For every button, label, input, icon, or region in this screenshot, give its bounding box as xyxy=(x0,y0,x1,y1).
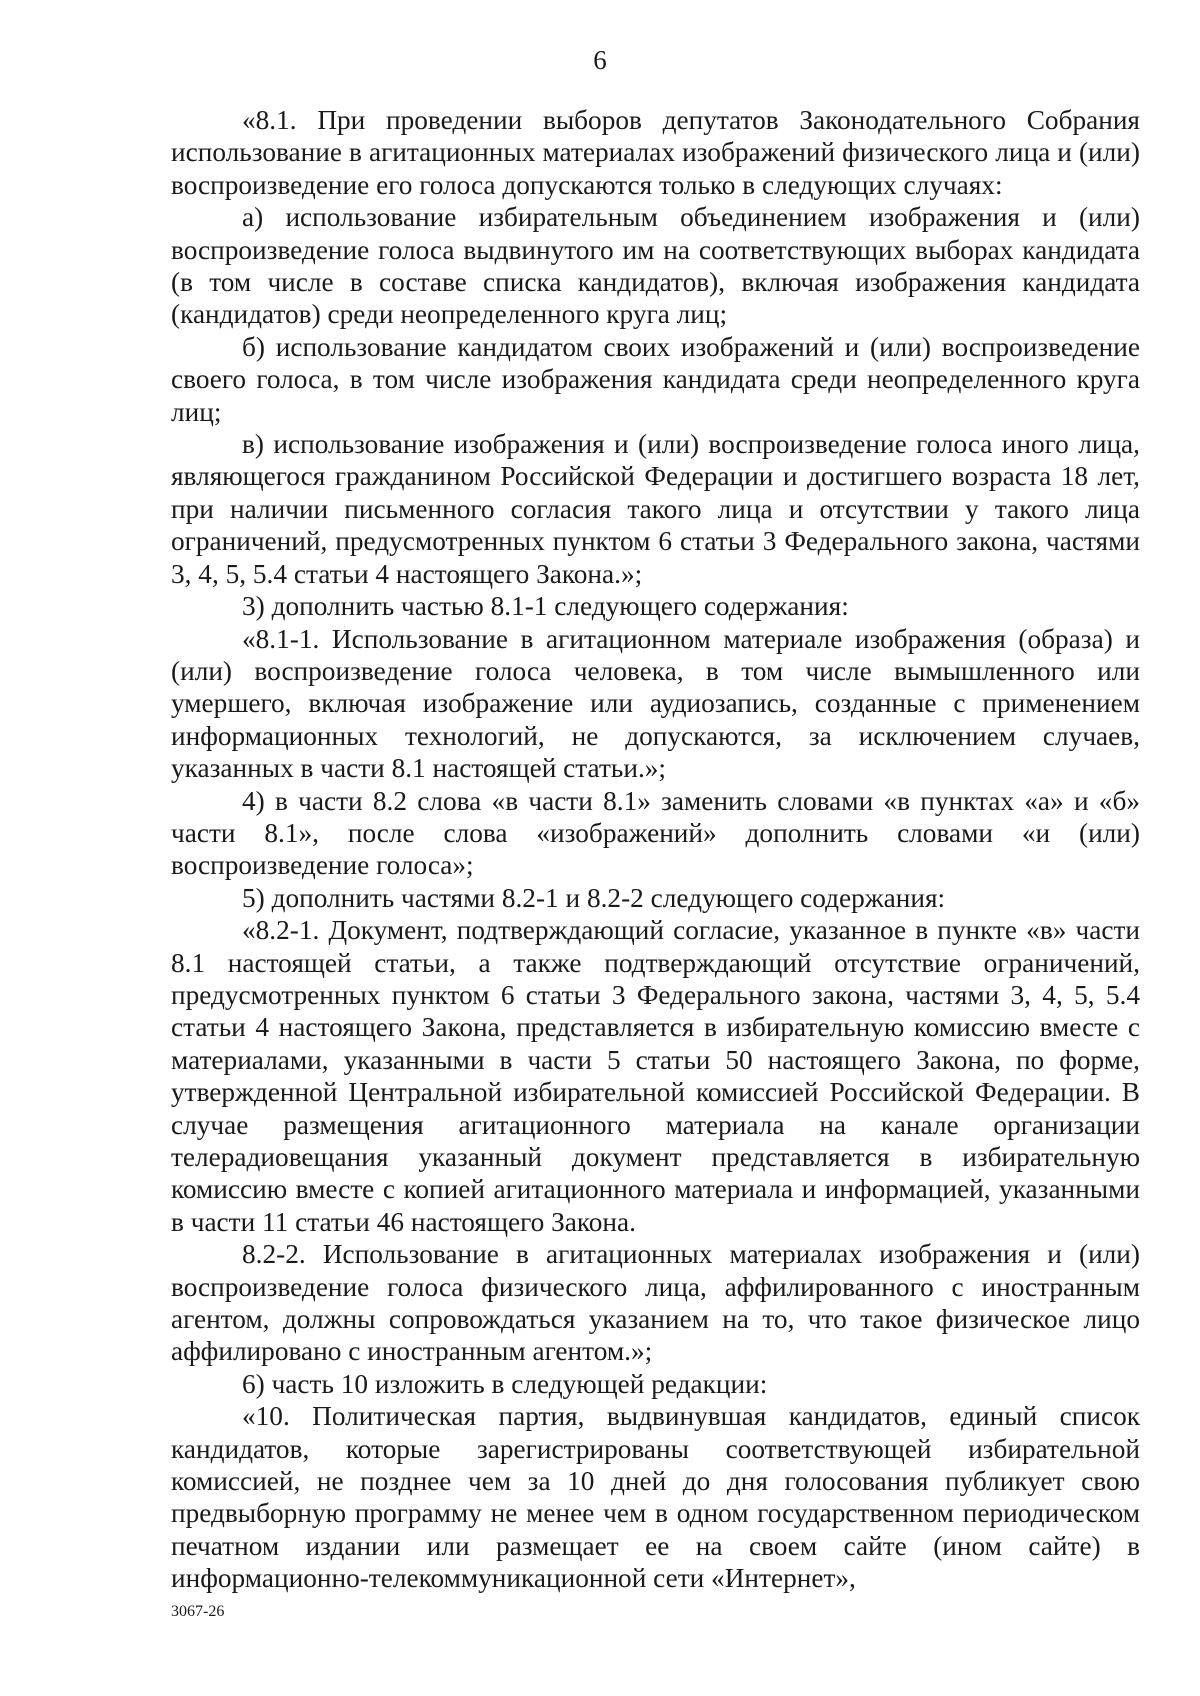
paragraph-amendment-3: 3) дополнить частью 8.1-1 следующего содержания: xyxy=(242,591,849,622)
paragraph-8-1-item-b: б) использование кандидатом своих изображений и (или) воспроизведение своего голоса, в том числе изображения кандидата среди неопределенного круга лиц; xyxy=(171,331,1140,427)
paragraph-8-1-item-v: в) использование изображения и (или) воспроизведение голоса иного лица, являющегося гражданином Российской Федерации и достигшего возраста 18 лет, при наличии письменного согласия такого лица и отсутствии у такого лица ограничений, предусмотренных пунктом 6 статьи 3 Федерального закона, частями 3, 4, 5, 5.4 статьи 4 настоящего Закона.»; xyxy=(171,429,1140,589)
paragraph-amendment-5: 5) дополнить частями 8.2-1 и 8.2-2 следующего содержания: xyxy=(242,882,946,913)
document-body xyxy=(171,104,1140,1595)
paragraph-amendment-6: 6) часть 10 изложить в следующей редакции: xyxy=(242,1368,768,1399)
paragraph-part-10: «10. Политическая партия, выдвинувшая кандидатов, единый список кандидатов, которые зарегистрированы соответствующей избирательной комиссией, не позднее чем за 10 дней до дня голосования публикует свою предвыборную программу не менее чем в одном государственном периодическом печатном издании или размещает ее на своем сайте (ином сайте) в информационно-телекоммуникационной сети «Интернет», xyxy=(171,1401,1140,1594)
page-number: 6 xyxy=(593,45,607,75)
paragraph-8-1-1: «8.1-1. Использование в агитационном материале изображения (образа) и (или) воспроизведение голоса человека, в том числе вымышленного или умершего, включая изображение или аудиозапись, созданные с применением информационных технологий, не допускаются, за исключением случаев, указанных в части 8.1 настоящей статьи.»; xyxy=(171,623,1140,784)
paragraph-amendment-4: 4) в части 8.2 слова «в части 8.1» заменить словами «в пунктах «а» и «б» части 8.1», после слова «изображений» дополнить словами «и (или) воспроизведение голоса»; xyxy=(171,785,1140,881)
paragraph-8-1-item-a: а) использование избирательным объединением изображения и (или) воспроизведение голоса выдвинутого им на соответствующих выборах кандидата (в том числе в составе списка кандидатов), включая изображения кандидата (кандидатов) среди неопределенного круга лиц; xyxy=(171,202,1140,330)
document-code: 3067-26 xyxy=(171,1603,225,1620)
paragraph-8-2-1: «8.2-1. Документ, подтверждающий согласие, указанное в пункте «в» части 8.1 настоящей статьи, а также подтверждающий отсутствие ограничений, предусмотренных пунктом 6 статьи 3 Федерального закона, частями 3, 4, 5, 5.4 статьи 4 настоящего Закона, представляется в избирательную комиссию вместе с материалами, указанными в части 5 статьи 50 настоящего Закона, по форме, утвержденной Центральной избирательной комиссией Российской Федерации. В случае размещения агитационного материала на канале организации телерадиовещания указанный документ представляется в избирательную комиссию вместе с копией агитационного материала и информацией, указанными в части 11 статьи 46 настоящего Закона. xyxy=(171,915,1140,1237)
paragraph-8-2-2: 8.2-2. Использование в агитационных материалах изображения и (или) воспроизведение голоса физического лица, аффилированного с иностранным агентом, должны сопровождаться указанием на то, что такое физическое лицо аффилировано с иностранным агентом.»; xyxy=(171,1239,1140,1367)
paragraph-8-1-intro: «8.1. При проведении выборов депутатов Законодательного Собрания использование в агитационных материалах изображений физического лица и (или) воспроизведение его голоса допускаются только в следующих случаях: xyxy=(171,105,1140,200)
